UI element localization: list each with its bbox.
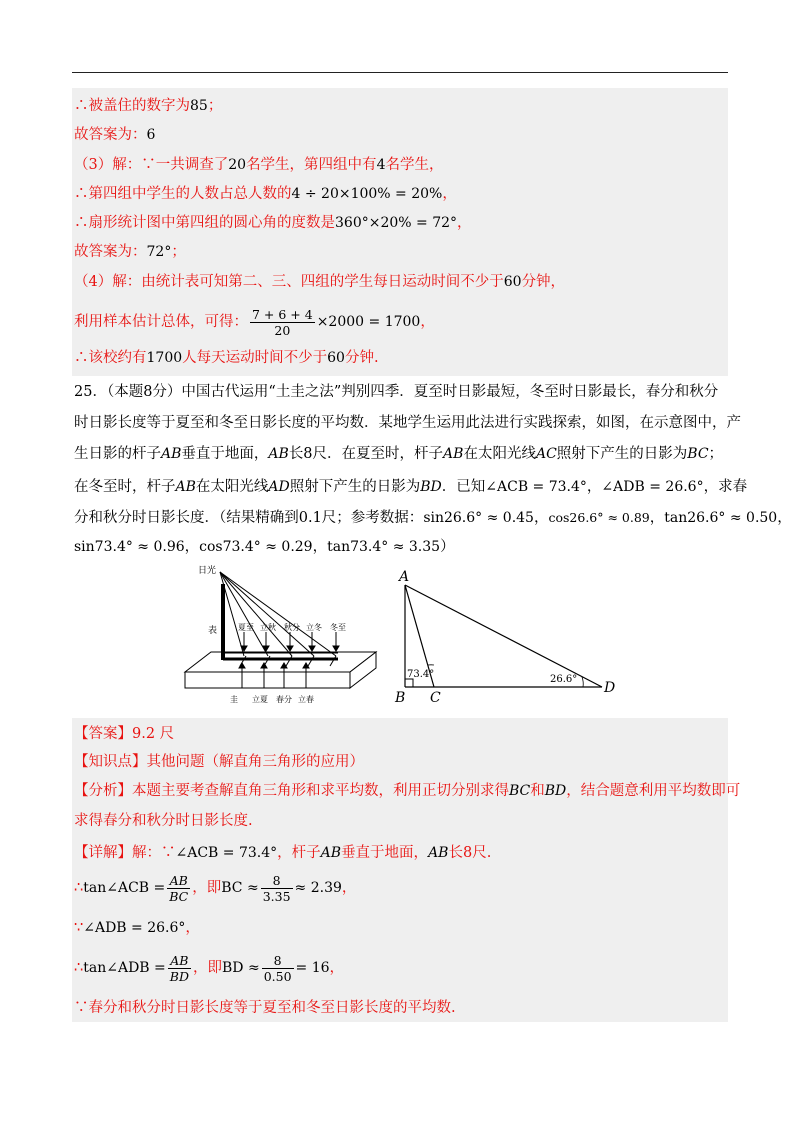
label-lichun: 立春 <box>298 695 314 704</box>
label-sunlight: 日光 <box>198 566 217 576</box>
right-angle-mark <box>405 679 413 687</box>
q25-line-3: 生日影的杆子AB垂直于地面，AB长8尺．在夏至时，杆子AB在太阳光线AC照射下产生的日影为BC； <box>74 446 724 462</box>
solution-line-7: （4）解：由统计表可知第二、三、四组的学生每日运动时间不少于60分钟， <box>74 274 566 290</box>
vertex-a: A <box>399 569 410 585</box>
segment-ad <box>405 585 602 687</box>
label-liqiu: 立秋 <box>260 623 276 632</box>
label-chunfen: 春分 <box>276 695 292 704</box>
label-lixia: 立夏 <box>252 695 268 704</box>
fraction-8-050: $\frac{8}{0.50}$ <box>263 952 292 984</box>
fraction-sum: $\frac{7 + 6 + 4}{20}$ <box>252 306 313 338</box>
label-qiufen: 秋分 <box>284 623 300 632</box>
detail-line-5: ∵春分和秋分时日影长度等于夏至和冬至日影长度的平均数. <box>74 1000 456 1016</box>
angle-label-c: 73.4° <box>407 669 435 680</box>
solution-line-8: 利用样本估计总体，可得： $\frac{7 + 6 + 4}{20}$ ×2000 = 1700， <box>74 306 435 338</box>
detail-line-2: ∴tan∠ACB = $\frac{AB}{BC}$ ，即BC ≈ $\frac{8}{3.35}$ ≈ 2.39， <box>74 872 357 904</box>
q25-line-6: sin73.4° ≈ 0.96，cos73.4° ≈ 0.29，tan73.4° ≈ 3.35） <box>74 539 455 555</box>
detail-line-4: ∴tan∠ADB = $\frac{AB}{BD}$ ，即BD ≈ $\frac{8}{0.50}$ = 16， <box>74 952 345 984</box>
gnomon-figure <box>180 560 380 710</box>
label-xiazhi: 夏至 <box>238 623 254 632</box>
solution-line-2: 故答案为：6 <box>74 127 156 143</box>
triangle-figure <box>390 565 620 705</box>
solution-line-9: ∴该校约有1700人每天运动时间不少于60分钟. <box>74 350 379 366</box>
board-top <box>185 652 376 672</box>
header-rule <box>72 72 728 73</box>
label-gui: 圭 <box>230 695 238 704</box>
q25-line-4: 在冬至时，杆子AB在太阳光线AD照射下产生的日影为BD．已知∠ACB = 73.4°，∠ADB = 26.6°，求春 <box>74 479 748 495</box>
label-dongzhi: 冬至 <box>330 623 346 632</box>
solution-line-4: ∴第四组中学生的人数占总人数的4 ÷ 20×100% = 20%， <box>74 186 457 202</box>
q25-line-2: 时日影长度等于夏至和冬至日影长度的平均数．某地学生运用此法进行实践探索，如图，在示意图中，产 <box>74 415 741 431</box>
angle-label-d: 26.6° <box>550 674 578 685</box>
fraction-ab-bd: $\frac{AB}{BD}$ <box>169 952 189 984</box>
analysis-line-1: 【分析】本题主要考查解直角三角形和求平均数，利用正切分别求得BC和BD，结合题意利用平均数即可 <box>74 783 741 799</box>
label-lidong: 立冬 <box>306 623 322 632</box>
vertex-b: B <box>395 690 406 705</box>
fraction-8-335: $\frac{8}{3.35}$ <box>262 872 291 904</box>
q25-line-1: 25．（本题8分）中国古代运用“土圭之法”判别四季．夏至时日影最短，冬至时日影最长，春分和秋分 <box>74 384 719 400</box>
knowledge-point-line: 【知识点】其他问题（解直角三角形的应用） <box>74 754 364 770</box>
solution-line-1: ∴被盖住的数字为85； <box>74 98 223 114</box>
vertex-c: C <box>430 690 441 705</box>
solution-line-3: （3）解：∵一共调查了20名学生，第四组中有4名学生， <box>74 157 444 173</box>
analysis-line-2: 求得春分和秋分时日影长度. <box>74 813 253 829</box>
solution-line-5: ∴扇形统计图中第四组的圆心角的度数是360°×20% = 72°， <box>74 215 472 231</box>
angle-arc-d <box>582 677 583 687</box>
fraction-ab-bc: $\frac{AB}{BC}$ <box>169 872 189 904</box>
answer-line: 【答案】9.2 尺 <box>74 726 175 742</box>
solution-line-6: 故答案为：72°； <box>74 244 186 260</box>
detail-line-3: ∵∠ADB = 26.6°， <box>74 920 200 936</box>
detail-line-1: 【详解】解：∵∠ACB = 73.4°，杆子AB垂直于地面，AB长8尺. <box>74 845 492 861</box>
label-biao: 表 <box>208 626 218 636</box>
board-front <box>185 672 350 688</box>
sun-rays <box>220 572 336 656</box>
vertex-d: D <box>604 680 616 696</box>
q25-line-5: 分和秋分时日影长度．（结果精确到0.1尺；参考数据：sin26.6° ≈ 0.45，cos26.6° ≈ 0.89，tan26.6° ≈ 0.50， <box>74 510 792 526</box>
